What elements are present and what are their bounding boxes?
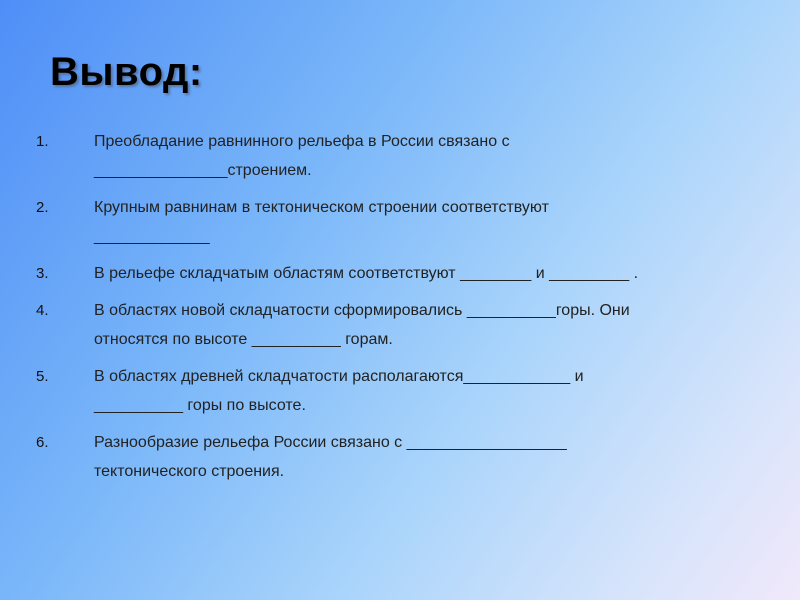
list-item-6: [36, 428, 776, 486]
list-item-number: 6.: [36, 434, 49, 451]
list-item-number: 3.: [36, 265, 49, 282]
list-item-4: [36, 296, 776, 354]
list-item-number: 1.: [36, 133, 49, 150]
list-item-text-line: __________ горы по высоте.: [94, 397, 306, 414]
list-item-text-line: _______________строением.: [94, 162, 312, 179]
list-item-text-line: тектонического строения.: [94, 463, 285, 480]
conclusion-list: [36, 127, 776, 494]
list-item-number: 5.: [36, 368, 49, 385]
list-item-3: [36, 259, 776, 288]
list-item-text-line: относятся по высоте __________ горам.: [94, 331, 393, 348]
list-item-text-line: В областях древней складчатости располагаются____________ и: [94, 368, 584, 385]
list-item-text-line: В областях новой складчатости сформировались __________горы. Они: [94, 302, 630, 319]
list-item-text-line: _____________: [94, 228, 210, 245]
list-item-number: 4.: [36, 302, 49, 319]
list-item-text-line: Преобладание равнинного рельефа в России связано с: [94, 133, 510, 150]
list-item-2: [36, 193, 776, 251]
list-item-number: 2.: [36, 199, 49, 216]
list-item-5: [36, 362, 776, 420]
list-item-text-line: В рельефе складчатым областям соответствуют ________ и _________ .: [94, 265, 639, 282]
list-item-text-line: Разнообразие рельефа России связано с __________________: [94, 434, 567, 451]
slide-title: Вывод:: [50, 50, 203, 94]
list-item-1: [36, 127, 776, 185]
list-item-text-line: Крупным равнинам в тектоническом строении соответствуют: [94, 199, 549, 216]
